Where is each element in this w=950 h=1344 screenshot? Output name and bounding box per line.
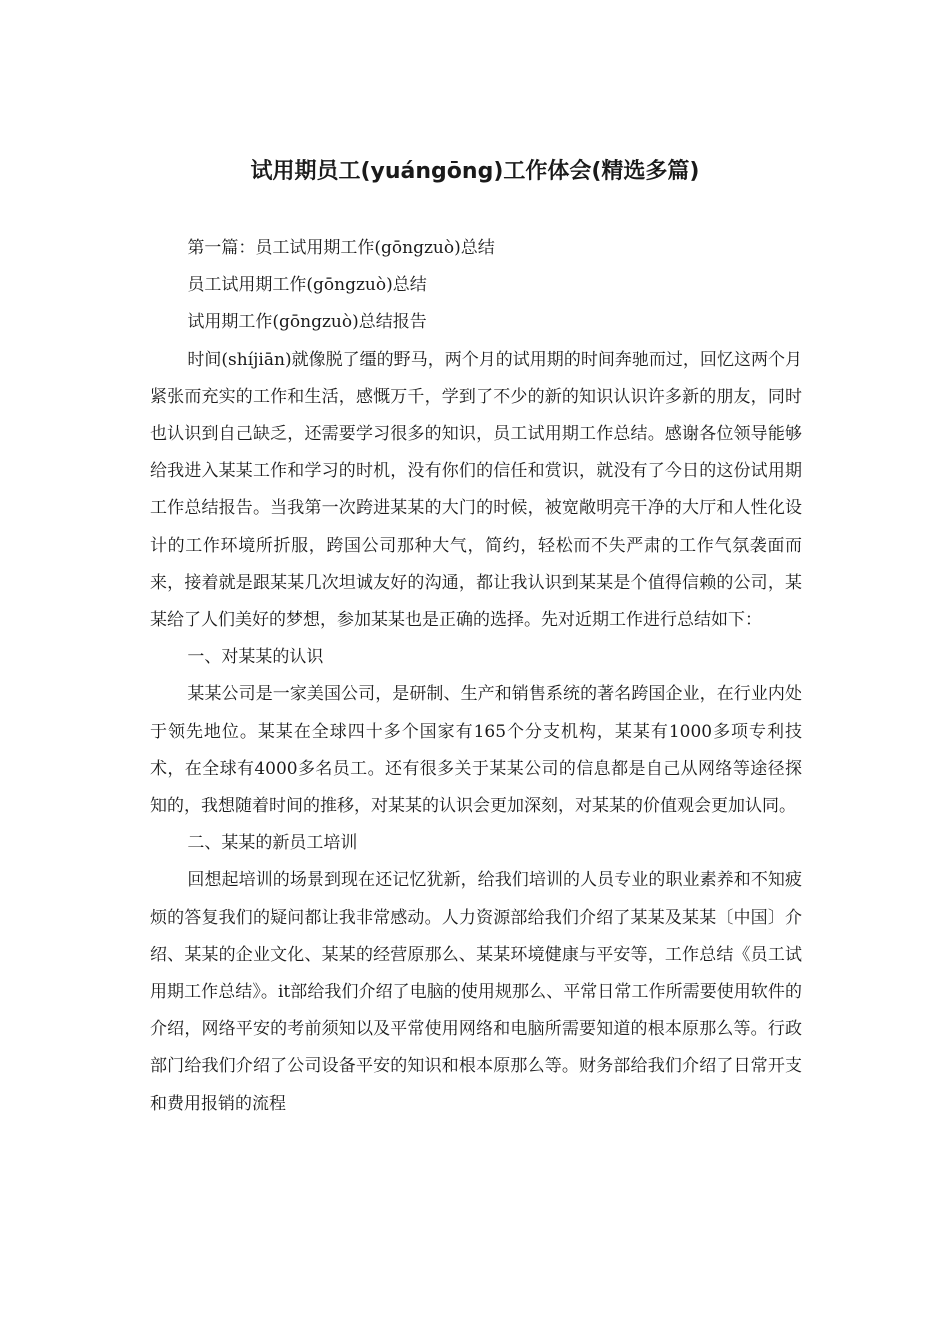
subheading: 员工试用期工作(gōngzuò)总结: [187, 275, 427, 296]
document-title: 试用期员工(yuángōng)工作体会(精选多篇): [250, 159, 700, 184]
body-paragraph: 某某公司是一家美国公司，是研制、生产和销售系统的著名跨国企业，在行业内处于领先地位。某某在全球四十多个国家有165个分支机构，某某有1000多项专利技术，在全球有4000多名员工。还有很多关于某某公司的信息都是自己从网络等途径探知的，我想随着时间的推移，对某某的认识会更加深刻，对某某的价值观会更加认同。: [150, 684, 802, 817]
body-paragraph: 回想起培训的场景到现在还记忆犹新，给我们培训的人员专业的职业素养和不知疲烦的答复我们的疑问都让我非常感动。人力资源部给我们介绍了某某及某某〔中国〕介绍、某某的企业文化、某某的经营原那么、某某环境健康与平安等，工作总结《员工试用期工作总结》。it部给我们介绍了电脑的使用规那么、平常日常工作所需要使用软件的介绍，网络平安的考前须知以及平常使用网络和电脑所需要知道的根本原那么等。行政部门给我们介绍了公司设备平安的知识和根本原那么等。财务部给我们介绍了日常开支和费用报销的流程: [150, 870, 802, 1114]
body-paragraph: 时间(shíjiān)就像脱了缰的野马，两个月的试用期的时间奔驰而过，回忆这两个月紧张而充实的工作和生活，感慨万千，学到了不少的新的知识认识许多新的朋友，同时也认识到自己缺乏，还需要学习很多的知识，员工试用期工作总结。感谢各位领导能够给我进入某某工作和学习的时机，没有你们的信任和赏识，就没有了今日的这份试用期工作总结报告。当我第一次跨进某某的大门的时候，被宽敞明亮干净的大厅和人性化设计的工作环境所折服，跨国公司那种大气，简约，轻松而不失严肃的工作气氛袭面而来，接着就是跟某某几次坦诚友好的沟通，都让我认识到某某是个值得信赖的公司，某某给了人们美好的梦想，参加某某也是正确的选择。先对近期工作进行总结如下：: [150, 349, 802, 631]
section-heading: 二、某某的新员工培训: [187, 833, 358, 854]
subheading: 试用期工作(gōngzuò)总结报告: [187, 312, 427, 333]
document-body: [150, 230, 802, 1123]
section-heading: 一、对某某的认识: [187, 647, 324, 668]
section-heading: 第一篇：员工试用期工作(gōngzuò)总结: [187, 238, 495, 258]
